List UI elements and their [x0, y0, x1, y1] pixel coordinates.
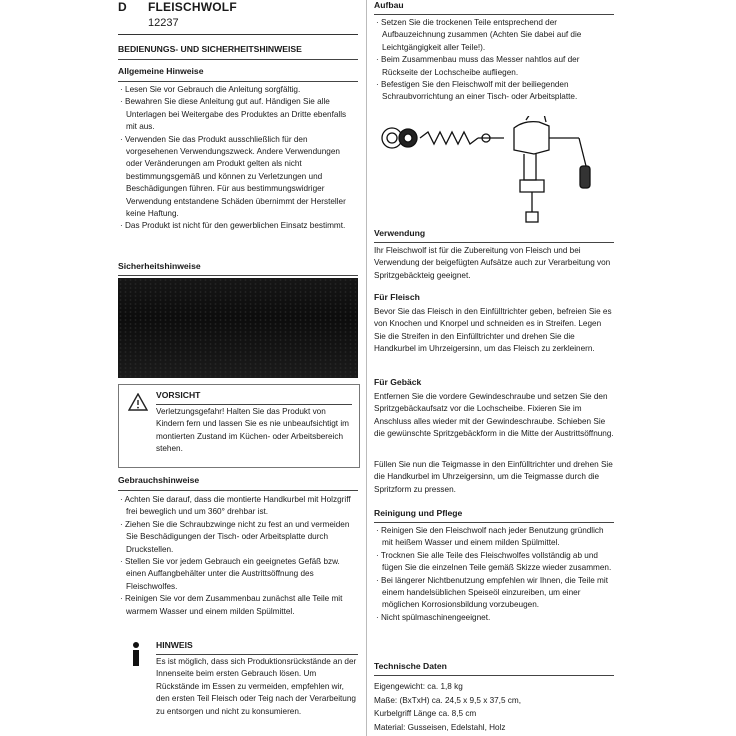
list-item: · Reinigen Sie den Fleischwolf nach jeder Benutzung gründlich mit heißem Wasser und einem milden Spülmittel.: [376, 526, 604, 548]
product-title: FLEISCHWOLF: [148, 0, 237, 14]
care-list: [374, 525, 614, 624]
tech-size: Maße: (BxTxH) ca. 24,5 x 9,5 x 37,5 cm,: [374, 696, 521, 705]
divider: [156, 404, 352, 405]
general-heading: Allgemeine Hinweise: [118, 66, 204, 76]
list-item: · Ziehen Sie die Schraubzwinge nicht zu fest an und vermeiden Sie Beschädigungen der Tisch- oder Arbeitsplatte durch Druckstellen.: [120, 519, 350, 554]
tech-heading: Technische Daten: [374, 661, 447, 671]
list-item: · Verwenden Sie das Produkt ausschließlich für den vorgesehenen Verwendungszweck. Andere Verwendungen oder Veränderungen am Produkt gelten als nicht bestimmungsgemäß und können zu Verletzungen und Beschädigungen führen. Für aus bestimmungswidriger Verwendung entstandene Schäden übernimmt der Hersteller keine Haftung.: [120, 134, 346, 219]
list-item: · Lesen Sie vor Gebrauch die Anleitung sorgfältig.: [120, 85, 301, 94]
info-i-icon: [126, 642, 146, 666]
list-item: · Trocknen Sie alle Teile des Fleischwolfes vollständig ab und fügen Sie die einzelnen Teile gemäß Skizze wieder zusammen.: [376, 550, 612, 573]
list-item: · Beim Zusammenbau muss das Messer nahtlos auf der Rückseite der Lochscheibe aufliegen.: [376, 55, 580, 77]
divider: [374, 675, 614, 676]
list-item: · Stellen Sie vor jedem Gebrauch ein geeignetes Gefäß bzw. einen Auffangbehälter unter die Austrittsöffnung des Fleischwolfes.: [120, 557, 340, 591]
meat-grinder-illustration: [374, 116, 614, 228]
header-rule: [118, 34, 358, 35]
usage-list: [118, 494, 358, 618]
divider: [374, 522, 614, 523]
pastry-text-2: Füllen Sie nun die Teigmasse in den Einfülltrichter und drehen Sie die Handkurbel im Uhrzeigersinn, um die Teigmasse durch die Spritzform zu pressen.: [374, 460, 613, 494]
list-item: · Achten Sie darauf, dass die montierte Handkurbel mit Holzgriff frei beweglich und um 360° drehbar ist.: [120, 495, 351, 517]
caution-title: VORSICHT: [156, 390, 201, 400]
divider: [156, 654, 358, 655]
use-intro: Ihr Fleischwolf ist für die Zubereitung von Fleisch und bei Verwendung der beigefügten Aufsätze auch zur Verarbeitung von Spritzgebäckteig geeignet.: [374, 246, 611, 280]
list-item: · Das Produkt ist nicht für den gewerblichen Einsatz bestimmt.: [120, 221, 346, 231]
column-divider: [366, 0, 367, 736]
tech-material: Material: Gusseisen, Edelstahl, Holz: [374, 723, 506, 732]
warning-triangle-icon: [128, 393, 148, 411]
meat-heading: Für Fleisch: [374, 292, 420, 302]
usage-heading: Gebrauchshinweise: [118, 475, 200, 485]
divider: [118, 59, 358, 60]
divider: [374, 242, 614, 243]
list-item: · Befestigen Sie den Fleischwolf mit der beiliegenden Schraubvorrichtung an einer Tisch- oder Arbeitsplatte.: [376, 80, 578, 102]
caution-text: Verletzungsgefahr! Halten Sie das Produkt von Kindern fern und lassen Sie es nie unbeaufsichtigt im montierten Zustand im Küchen- oder Arbeitsbereich stehen.: [156, 407, 349, 454]
note-title: HINWEIS: [156, 640, 193, 650]
divider: [374, 14, 614, 15]
list-item: · Reinigen Sie vor dem Zusammenbau zunächst alle Teile mit warmem Wasser und einem milden Spülmittel.: [120, 594, 343, 616]
language-code: D: [118, 0, 127, 14]
assembly-heading: Aufbau: [374, 0, 404, 10]
safety-heading: Sicherheitshinweise: [118, 261, 201, 271]
product-number: 12237: [148, 17, 179, 29]
tech-weight: Eigengewicht: ca. 1,8 kg: [374, 682, 463, 691]
pastry-heading: Für Gebäck: [374, 377, 422, 387]
tech-crank: Kurbelgriff Länge ca. 8,5 cm: [374, 709, 477, 718]
list-item: · Bei längerer Nichtbenutzung empfehlen wir Ihnen, die Teile mit einem handelsüblichen Speiseöl einzureiben, um einer möglichen Korrosionsbildung vorzubeugen.: [376, 575, 608, 610]
pastry-text-1: Entfernen Sie die vordere Gewindeschraube und setzen Sie den Spritzgebäckaufsatz vor die Lochscheibe. Fixieren Sie im Anschluss alles wieder mit der Gewindeschraube. Schieben Sie die gewünschte Spritzgebäckform in die Mitte der Austrittsöffnung.: [374, 392, 614, 439]
divider: [118, 81, 358, 82]
assembly-list: [374, 17, 614, 104]
divider: [118, 490, 358, 491]
meat-text: Bevor Sie das Fleisch in den Einfülltrichter geben, befreien Sie es von Knochen und Knorpel und schneiden es in Streifen. Legen Sie die Streifen in den Einfülltrichter und drehen Sie die Handkurbel im Uhrzeigersinn, um das Fleisch zu zerkleinern.: [374, 307, 612, 354]
list-item: · Setzen Sie die trockenen Teile entsprechend der Aufbauzeichnung zusammen (Achten Sie dabei auf die Leichtgängigkeit aller Teile!).: [376, 18, 582, 52]
dark-scan-area: [118, 278, 358, 378]
list-item: · Bewahren Sie diese Anleitung gut auf. Händigen Sie alle Unterlagen bei Weitergabe des Produktes an Dritte ebenfalls mit aus.: [120, 97, 347, 132]
list-item: · Nicht spülmaschinengeeignet.: [376, 612, 491, 622]
care-heading: Reinigung und Pflege: [374, 508, 463, 518]
divider: [118, 275, 358, 276]
general-list: [118, 84, 358, 233]
doc-heading: BEDIENUNGS- UND SICHERHEITSHINWEISE: [118, 44, 302, 54]
note-text: Es ist möglich, dass sich Produktionsrückstände an der Innenseite beim ersten Gebrauch lösen. Um Rückstände im Essen zu vermeiden, empfehlen wir, den ersten Teil Fleisch oder Teig nach der Verarbeitung zu entsorgen und nicht zu konsumieren.: [156, 657, 357, 716]
use-heading: Verwendung: [374, 228, 426, 238]
